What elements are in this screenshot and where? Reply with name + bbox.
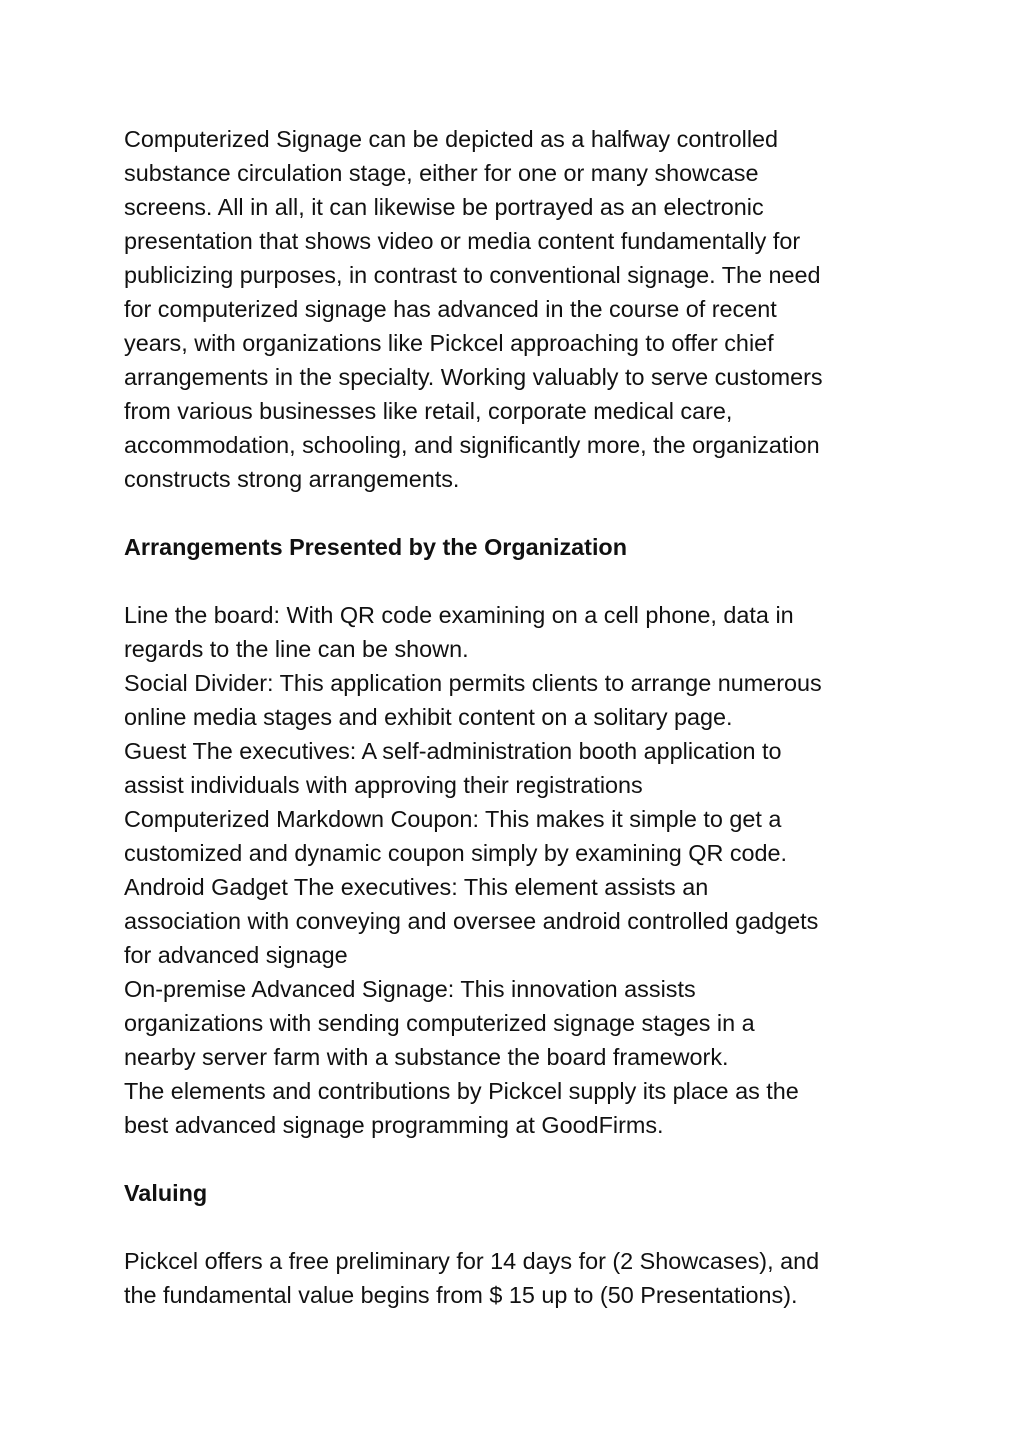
- text-line: online media stages and exhibit content on a solitary page.: [124, 704, 733, 730]
- heading-arrangements: Arrangements Presented by the Organization: [124, 534, 628, 560]
- heading-valuing: Valuing: [124, 1180, 208, 1206]
- document-page: [124, 122, 914, 1312]
- text-line: Android Gadget The executives: This element assists an: [124, 874, 709, 900]
- text-line: Computerized Signage can be depicted as a halfway controlled: [124, 126, 779, 152]
- text-line: accommodation, schooling, and significantly more, the organization: [124, 432, 820, 458]
- valuing-paragraph: [124, 1244, 914, 1312]
- text-line: constructs strong arrangements.: [124, 466, 460, 492]
- text-line: association with conveying and oversee android controlled gadgets: [124, 908, 819, 934]
- text-line: organizations with sending computerized signage stages in a: [124, 1010, 755, 1036]
- text-line: Line the board: With QR code examining on a cell phone, data in: [124, 602, 794, 628]
- text-line: the fundamental value begins from $ 15 up to (50 Presentations).: [124, 1282, 798, 1308]
- text-line: publicizing purposes, in contrast to conventional signage. The need: [124, 262, 821, 288]
- text-line: from various businesses like retail, corporate medical care,: [124, 398, 733, 424]
- text-line: On-premise Advanced Signage: This innovation assists: [124, 976, 696, 1002]
- text-line: regards to the line can be shown.: [124, 636, 469, 662]
- text-line: screens. All in all, it can likewise be portrayed as an electronic: [124, 194, 764, 220]
- paragraph-spacer: [124, 564, 914, 598]
- text-line: substance circulation stage, either for one or many showcase: [124, 160, 759, 186]
- paragraph-spacer: [124, 1142, 914, 1176]
- text-line: years, with organizations like Pickcel approaching to offer chief: [124, 330, 774, 356]
- text-line: best advanced signage programming at GoodFirms.: [124, 1112, 664, 1138]
- text-line: Pickcel offers a free preliminary for 14 days for (2 Showcases), and: [124, 1248, 820, 1274]
- paragraph-spacer: [124, 1210, 914, 1244]
- arrangements-paragraph: [124, 598, 914, 1142]
- text-line: for computerized signage has advanced in the course of recent: [124, 296, 777, 322]
- intro-paragraph: [124, 122, 914, 496]
- text-line: arrangements in the specialty. Working valuably to serve customers: [124, 364, 823, 390]
- text-line: The elements and contributions by Pickcel supply its place as the: [124, 1078, 799, 1104]
- text-line: customized and dynamic coupon simply by examining QR code.: [124, 840, 788, 866]
- text-line: Computerized Markdown Coupon: This makes it simple to get a: [124, 806, 782, 832]
- paragraph-spacer: [124, 496, 914, 530]
- text-line: Guest The executives: A self-administration booth application to: [124, 738, 782, 764]
- text-line: Social Divider: This application permits clients to arrange numerous: [124, 670, 822, 696]
- text-line: for advanced signage: [124, 942, 348, 968]
- text-line: presentation that shows video or media content fundamentally for: [124, 228, 801, 254]
- text-line: nearby server farm with a substance the board framework.: [124, 1044, 729, 1070]
- text-line: assist individuals with approving their registrations: [124, 772, 643, 798]
